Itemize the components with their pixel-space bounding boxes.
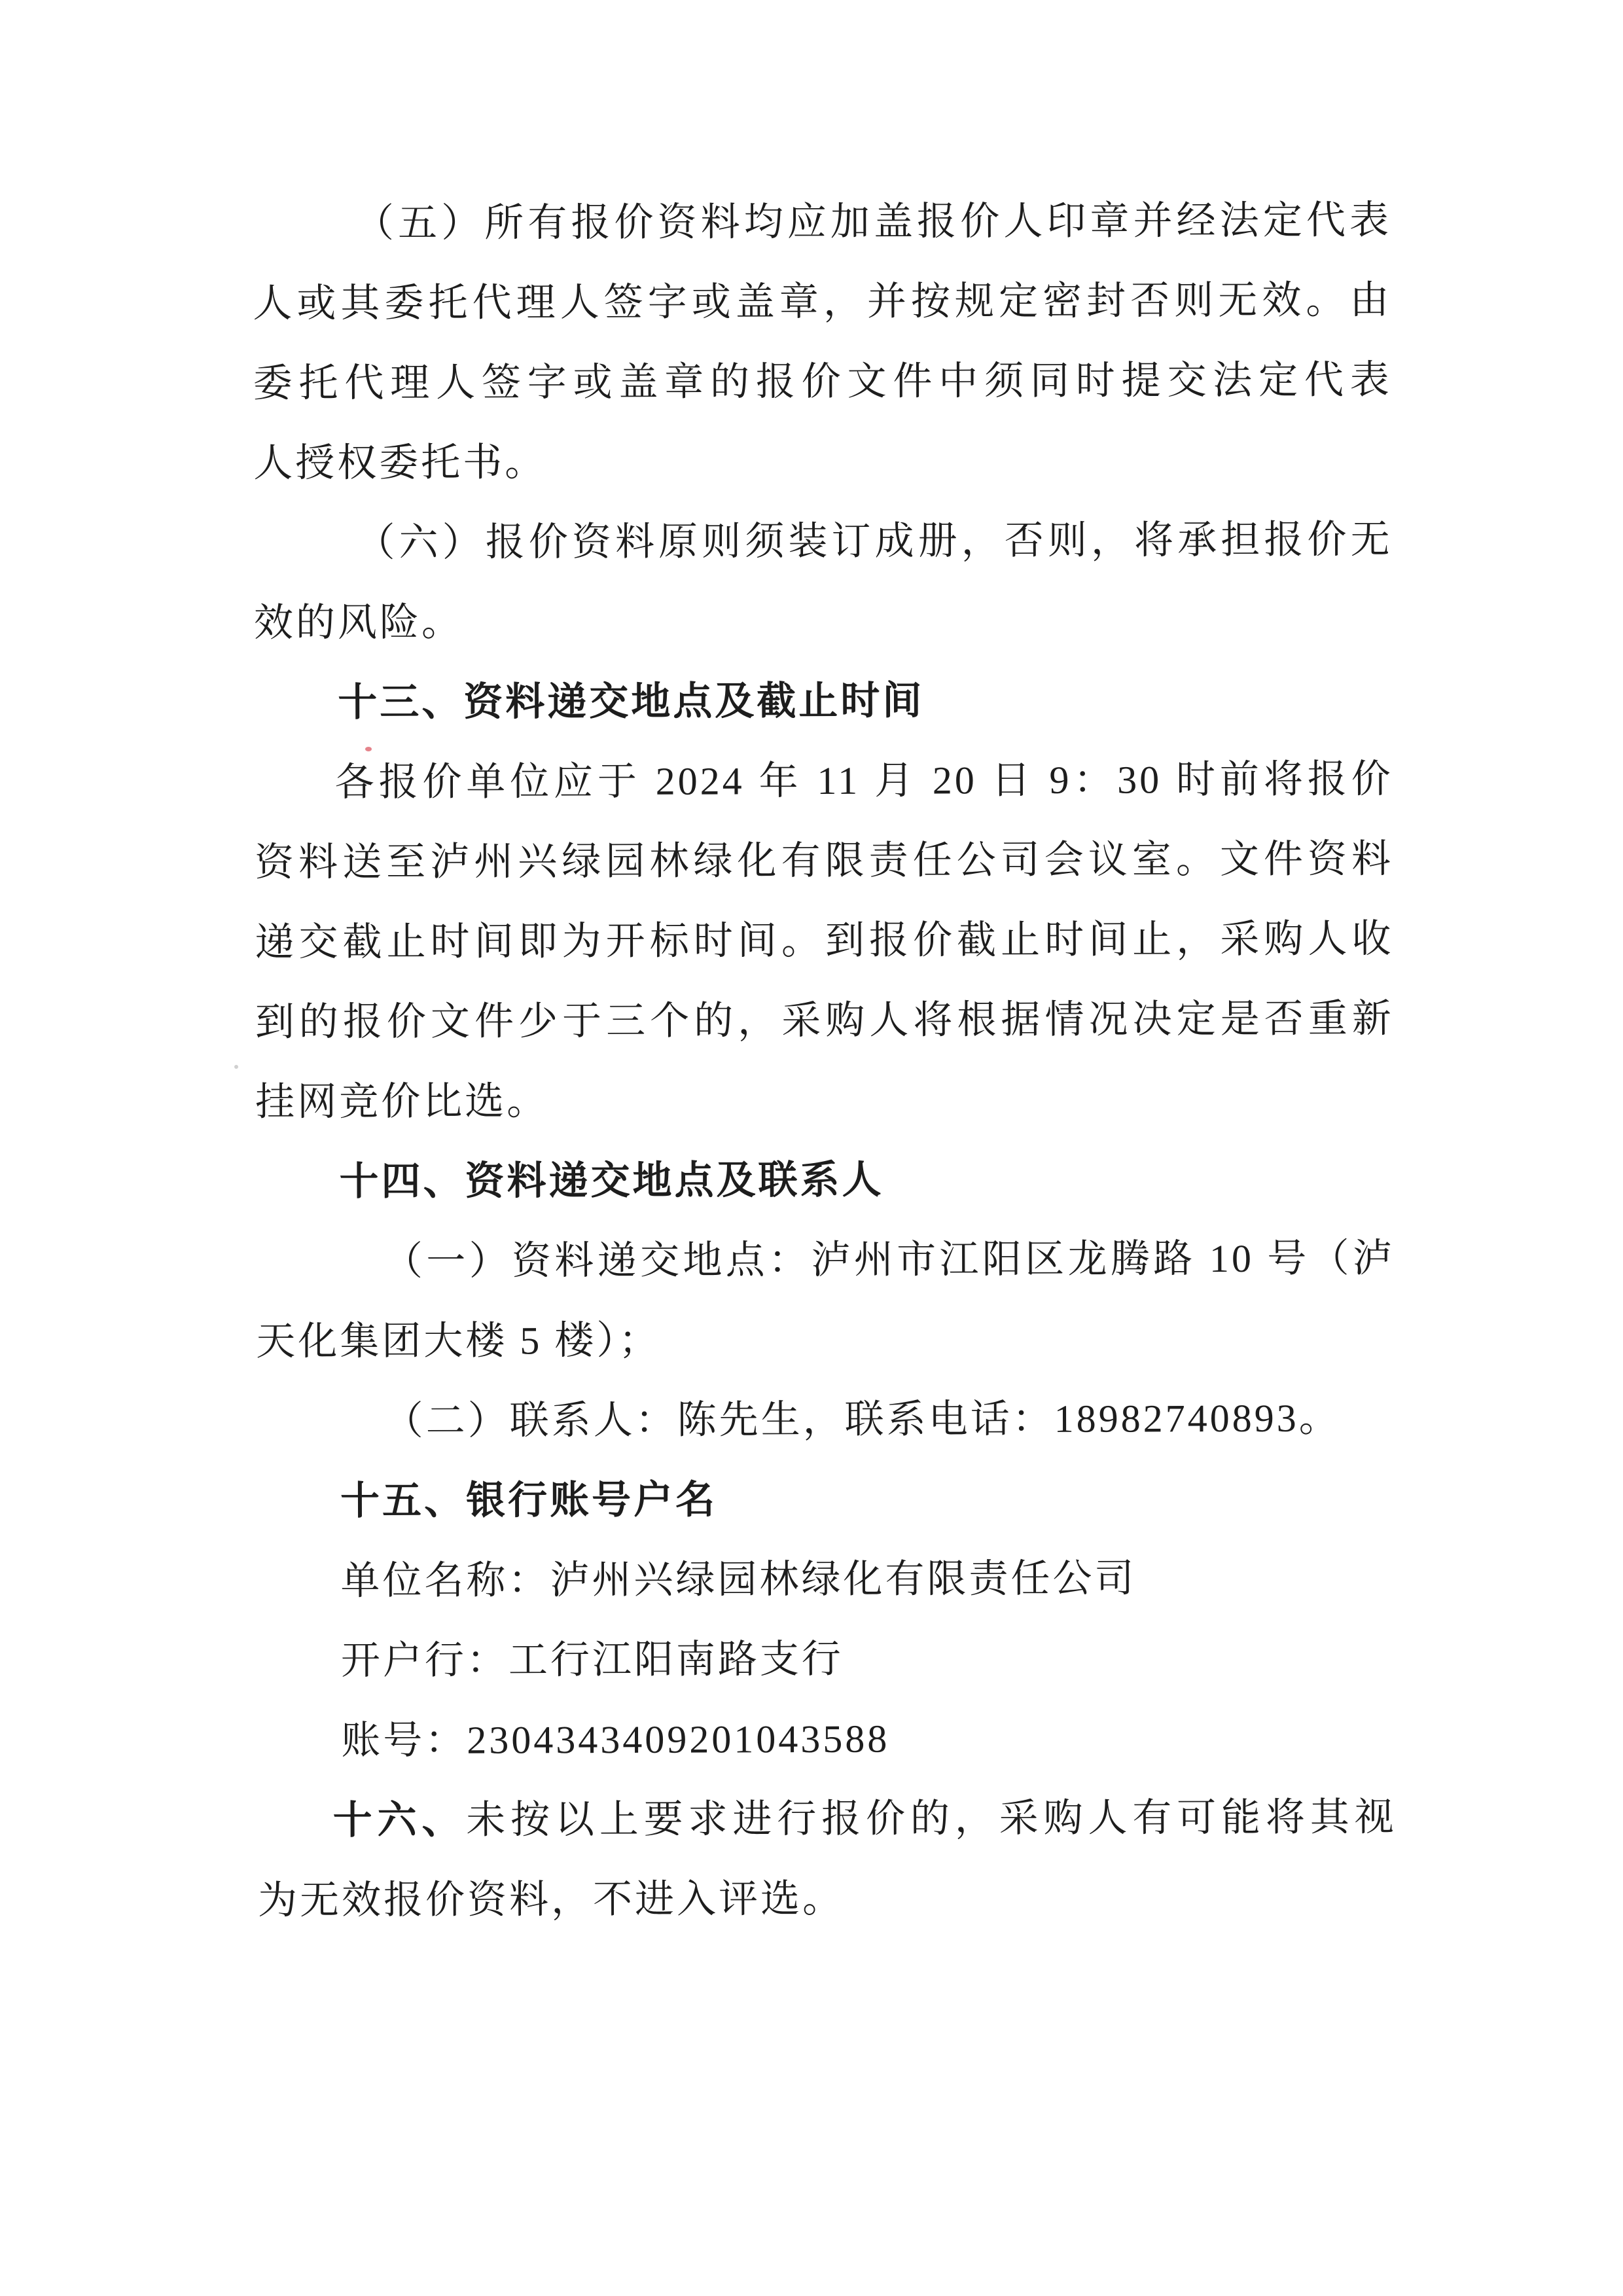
deadline-paragraph-line: 递交截止时间即为开标时间。到报价截止时间止，采购人收 (255, 917, 1394, 964)
clause-5-line: 委托代理人签字或盖章的报价文件中须同时提交法定代表 (253, 358, 1392, 405)
clause-5-line: 人或其委托代理人签字或盖章，并按规定密封否则无效。由 (253, 278, 1392, 325)
section-16-line (257, 1777, 1396, 1860)
section-16-text: 未按以上要求进行报价的，采购人有可能将其视 (466, 1795, 1397, 1842)
bank-account-number-line: 账号：2304343409201043588 (341, 1717, 890, 1763)
address-line: 天化集团大楼 5 楼）； (256, 1318, 661, 1363)
deadline-paragraph-line: 各报价单位应于 2024 年 11 月 20 日 9：30 时前将报价 (334, 757, 1393, 804)
heading-section-13: 十三、资料递交地点及截止时间 (338, 678, 925, 725)
heading-section-15: 十五、银行账号户名 (340, 1477, 718, 1523)
document-content (253, 180, 1397, 1940)
clause-6-line: 效的风险。 (253, 600, 463, 645)
bank-account-name-line: 单位名称：泸州兴绿园林绿化有限责任公司 (340, 1556, 1137, 1603)
deadline-paragraph-line: 到的报价文件少于三个的，采购人将根据情况决定是否重新 (255, 997, 1394, 1044)
scan-speck (234, 1065, 238, 1069)
section-16-line: 为无效报价资料，不进入评选。 (257, 1876, 845, 1922)
deadline-paragraph-line: 资料送至泸州兴绿园林绿化有限责任公司会议室。文件资料 (254, 837, 1394, 884)
address-line: （一）资料递交地点：泸州市江阳区龙腾路 10 号（泸 (383, 1236, 1395, 1283)
clause-5-line: （五）所有报价资料均应加盖报价人印章并经法定代表 (354, 198, 1392, 245)
bank-branch-line: 开户行：工行江阳南路支行 (340, 1637, 844, 1683)
scan-speck (365, 747, 372, 751)
contact-line: （二）联系人：陈先生，联系电话：18982740893。 (383, 1396, 1341, 1443)
clause-5-line: 人授权委托书。 (253, 440, 547, 485)
deadline-paragraph-line: 挂网竞价比选。 (255, 1079, 549, 1124)
heading-section-14: 十四、资料递交地点及联系人 (339, 1157, 884, 1204)
clause-6-line: （六）报价资料原则须装订成册，否则，将承担报价无 (355, 518, 1393, 565)
section-16-number: 十六、 (332, 1797, 467, 1842)
